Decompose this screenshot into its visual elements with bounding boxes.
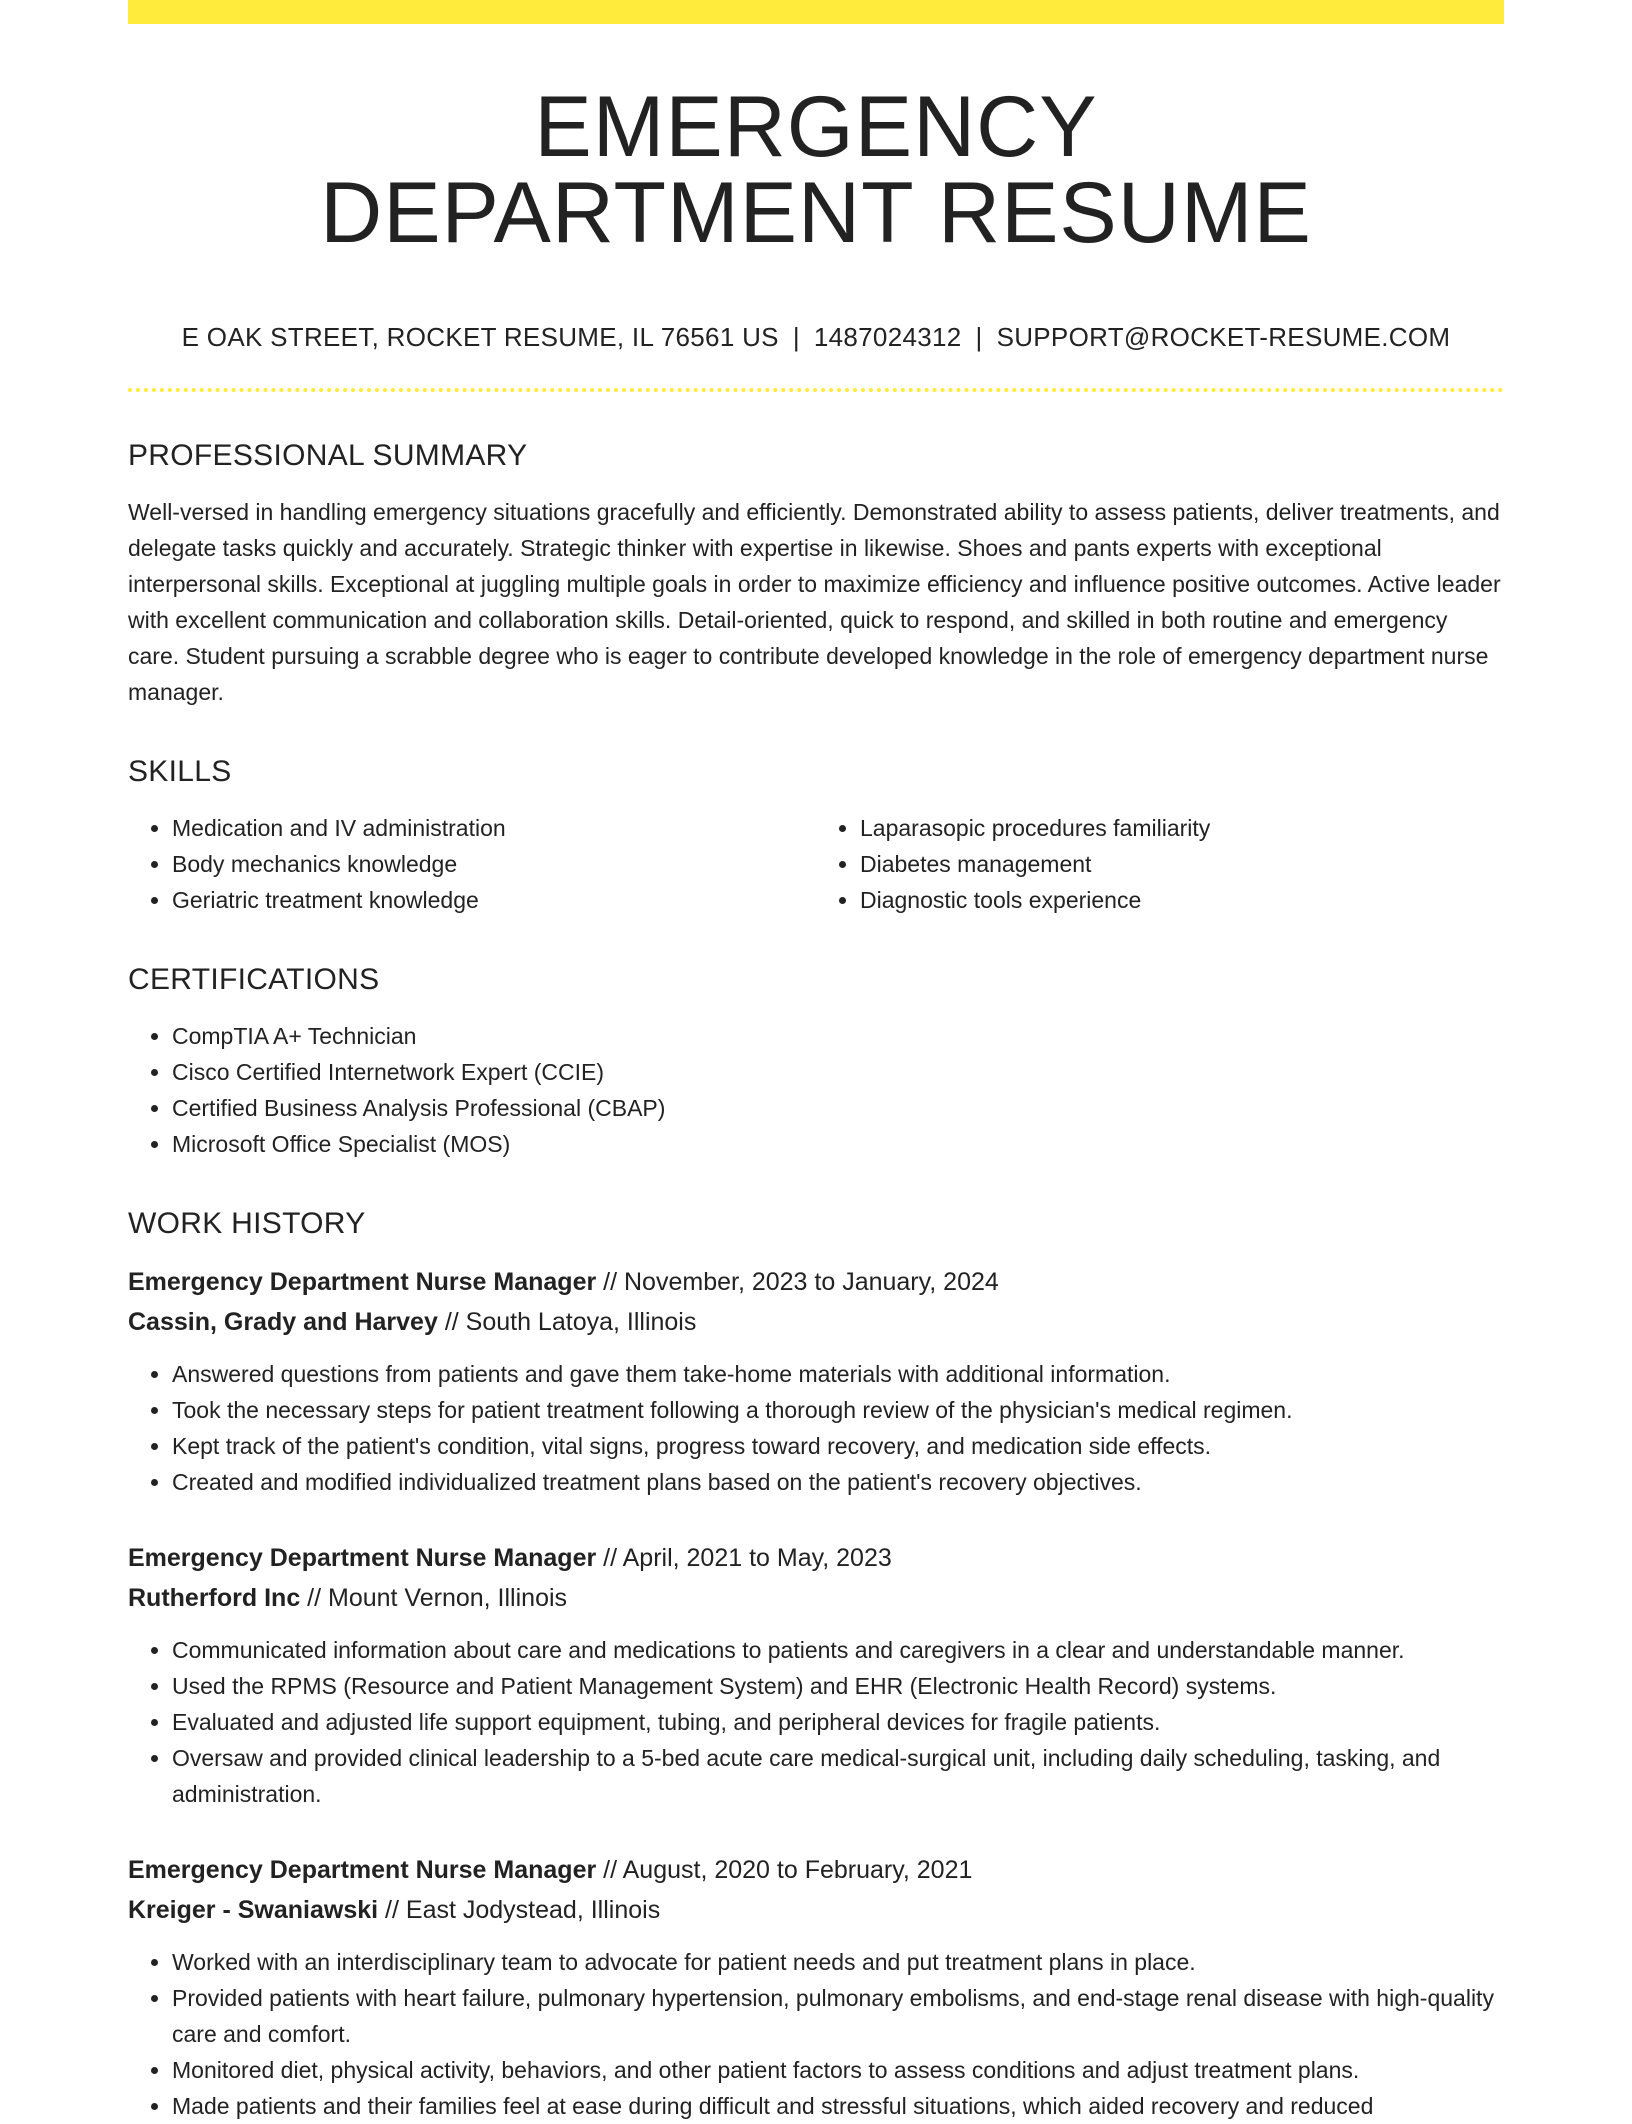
- accent-bar: [128, 0, 1504, 24]
- certification-item: • Cisco Certified Internetwork Expert (CCIE): [172, 1054, 1504, 1090]
- contact-email: SUPPORT@ROCKET-RESUME.COM: [996, 322, 1451, 352]
- summary-text: Well-versed in handling emergency situations gracefully and efficiently. Demonstrated ability to assess patients, deliver treatments, and delegate tasks quickly and accurately. Strategic thinker with expertise in likewise. Shoes and pants experts with exceptional interpersonal skills. Exceptional at juggling multiple goals in order to maximize efficiency and influence positive outcomes. Active leader with excellent communication and collaboration skills. Detail-oriented, quick to respond, and skilled in both routine and emergency care. Student pursuing a scrabble degree who is eager to contribute developed knowledge in the role of emergency department nurse manager.: [128, 499, 1501, 705]
- resume-page: [128, 0, 1504, 2124]
- skills-list-left: [128, 810, 816, 918]
- skill-item: • Medication and IV administration: [172, 810, 816, 846]
- job-company-line: [128, 1578, 1504, 1618]
- job-dates: // April, 2021 to May, 2023: [596, 1544, 892, 1572]
- job-role: Emergency Department Nurse Manager: [128, 1856, 597, 1884]
- job-bullet: • Provided patients with heart failure, pulmonary hypertension, pulmonary embolisms, and end-stage renal disease with high-quality care and comfort.: [172, 1980, 1504, 2052]
- job-company: Kreiger - Swaniawski: [128, 1896, 379, 1924]
- skill-item: • Diabetes management: [860, 846, 1504, 882]
- contact-separator: |: [975, 322, 983, 352]
- job-role: Emergency Department Nurse Manager: [128, 1544, 597, 1572]
- job-location: // Mount Vernon, Illinois: [300, 1584, 568, 1612]
- work-history-heading: WORK HISTORY: [128, 1207, 366, 1240]
- job-company: Cassin, Grady and Harvey: [128, 1308, 438, 1336]
- job-role: Emergency Department Nurse Manager: [128, 1268, 597, 1296]
- skills-heading: SKILLS: [128, 755, 232, 788]
- job-bullet: • Oversaw and provided clinical leadership to a 5-bed acute care medical-surgical unit, including daily scheduling, tasking, and administration.: [172, 1740, 1504, 1812]
- job-dates: // November, 2023 to January, 2024: [596, 1268, 999, 1296]
- job-bullet: • Kept track of the patient's condition, vital signs, progress toward recovery, and medication side effects.: [172, 1428, 1504, 1464]
- summary-heading: PROFESSIONAL SUMMARY: [128, 439, 528, 472]
- job-title-line: [128, 1262, 1504, 1302]
- skills-list-right: [816, 810, 1504, 918]
- job-bullet: • Created and modified individualized treatment plans based on the patient's recovery objectives.: [172, 1464, 1504, 1500]
- job-company: Rutherford Inc: [128, 1584, 301, 1612]
- job-location: // South Latoya, Illinois: [437, 1308, 697, 1336]
- dotted-divider: [128, 388, 1504, 392]
- job-bullet: • Used the RPMS (Resource and Patient Management System) and EHR (Electronic Health Record) systems.: [172, 1668, 1504, 1704]
- certification-item: • Microsoft Office Specialist (MOS): [172, 1126, 1504, 1162]
- job-company-line: [128, 1302, 1504, 1342]
- skill-item: • Body mechanics knowledge: [172, 846, 816, 882]
- certifications-list: [128, 1018, 1504, 1162]
- job-dates: // August, 2020 to February, 2021: [596, 1856, 973, 1884]
- contact-separator: |: [792, 322, 800, 352]
- title-line-1: EMERGENCY: [534, 79, 1098, 175]
- job-bullet: • Evaluated and adjusted life support equipment, tubing, and peripheral devices for fragile patients.: [172, 1704, 1504, 1740]
- job-title-line: [128, 1850, 1504, 1890]
- job-bullets: [128, 1632, 1504, 1812]
- job-bullet: • Communicated information about care and medications to patients and caregivers in a clear and understandable manner.: [172, 1632, 1504, 1668]
- skill-item: • Diagnostic tools experience: [860, 882, 1504, 918]
- job-entry: [128, 1850, 1504, 2124]
- contact-line: [128, 320, 1504, 354]
- job-company-line: [128, 1890, 1504, 1930]
- job-entry: [128, 1262, 1504, 1500]
- certification-item: • Certified Business Analysis Professional (CBAP): [172, 1090, 1504, 1126]
- contact-address: E OAK STREET, ROCKET RESUME, IL 76561 US: [181, 322, 779, 352]
- job-title-line: [128, 1538, 1504, 1578]
- contact-phone: 1487024312: [813, 322, 962, 352]
- skill-item: • Laparasopic procedures familiarity: [860, 810, 1504, 846]
- job-bullet: • Worked with an interdisciplinary team to advocate for patient needs and put treatment plans in place.: [172, 1944, 1504, 1980]
- title-line-2: DEPARTMENT RESUME: [320, 165, 1312, 261]
- job-bullet: • Answered questions from patients and gave them take-home materials with additional information.: [172, 1356, 1504, 1392]
- job-bullets: [128, 1944, 1504, 2124]
- certification-item: • CompTIA A+ Technician: [172, 1018, 1504, 1054]
- job-bullet: • Took the necessary steps for patient treatment following a thorough review of the physician's medical regimen.: [172, 1392, 1504, 1428]
- job-location: // East Jodystead, Illinois: [378, 1896, 661, 1924]
- job-entry: [128, 1538, 1504, 1812]
- job-bullets: [128, 1356, 1504, 1500]
- certifications-heading: CERTIFICATIONS: [128, 963, 380, 996]
- job-bullet: • Monitored diet, physical activity, behaviors, and other patient factors to assess conditions and adjust treatment plans.: [172, 2052, 1504, 2088]
- job-bullet: • Made patients and their families feel at ease during difficult and stressful situations, which aided recovery and reduced: [172, 2088, 1504, 2124]
- resume-title: [128, 79, 1504, 261]
- skills-columns: [128, 810, 1504, 918]
- skill-item: • Geriatric treatment knowledge: [172, 882, 816, 918]
